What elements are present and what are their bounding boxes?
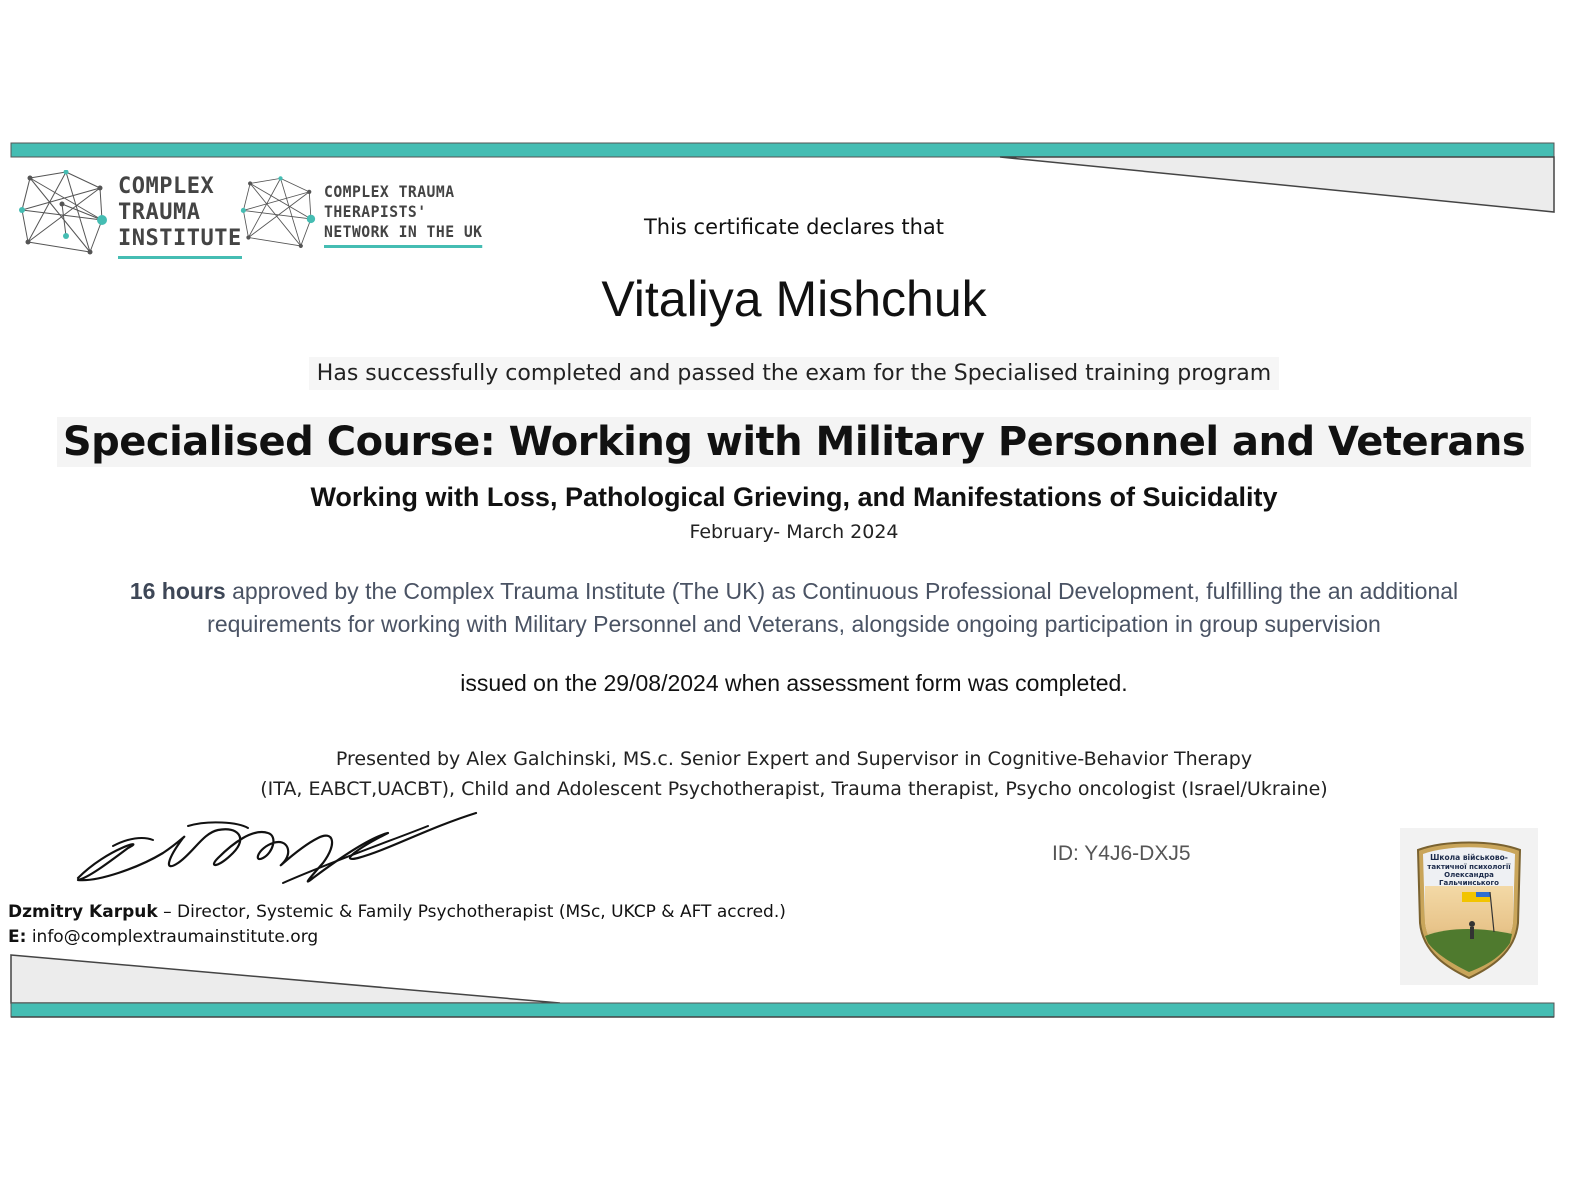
email-address: info@complextraumainstitute.org (26, 927, 319, 947)
presenter-block (0, 744, 1588, 804)
logo-line: TRAUMA (118, 200, 201, 225)
logo-line: COMPLEX (118, 174, 215, 199)
logo-line: NETWORK IN THE UK (324, 222, 483, 241)
course-dates: February- March 2024 (689, 521, 899, 543)
badge-line-1: Школа військово- (1430, 853, 1508, 862)
director-line (8, 900, 786, 925)
email-label: E: (8, 927, 27, 947)
certificate-id: ID: Y4J6-DXJ5 (1052, 842, 1191, 865)
course-subtitle: Working with Loss, Pathological Grieving, and Manifestations of Suicidality (310, 482, 1278, 512)
course-title-block (0, 417, 1588, 467)
badge-line-3: Олександра (1444, 871, 1494, 879)
network-graph-icon (18, 170, 108, 256)
issued-date-text: issued on the 29/08/2024 when assessment form was completed. (460, 670, 1128, 696)
director-signature (68, 808, 488, 893)
hours-line-2: requirements for working with Military Personnel and Veterans, alongside ongoing participation in group supervision (207, 611, 1381, 637)
hours-count: 16 hours (129, 578, 226, 604)
network-graph-icon (240, 170, 316, 256)
cpd-hours-statement (0, 575, 1588, 641)
badge-line-4: Гальчинського (1439, 879, 1499, 887)
hours-line-1-text: approved by the Complex Trauma Institute (The UK) as Continuous Professional Development, fulfilling the an additional (225, 578, 1459, 604)
recipient-name: Vitaliya Mishchuk (601, 271, 987, 327)
completed-statement (0, 357, 1588, 390)
logo-line: COMPLEX TRAUMA (324, 182, 455, 201)
course-title: Specialised Course: Working with Military Personnel and Veterans (57, 417, 1531, 467)
school-badge (1400, 828, 1538, 985)
logo-line: THERAPISTS' (324, 202, 427, 221)
director-info (8, 900, 786, 950)
badge-line-2: тактичної психології (1427, 863, 1511, 871)
completed-text: Has successfully completed and passed the exam for the Specialised training program (309, 357, 1279, 390)
logo-line: INSTITUTE (118, 226, 242, 251)
shield-emblem-icon (1400, 828, 1538, 985)
presenter-line-1: Presented by Alex Galchinski, MS.c. Senior Expert and Supervisor in Cognitive-Behavior Therapy (335, 748, 1253, 770)
director-name: Dzmitry Karpuk (8, 902, 158, 922)
director-role: – Director, Systemic & Family Psychotherapist (MSc, UKCP & AFT accred.) (157, 902, 786, 922)
therapists-network-logo (240, 170, 496, 256)
presenter-line-2: (ITA, EABCT,UACBT), Child and Adolescent Psychotherapist, Trauma therapist, Psycho oncologist (Israel/Ukraine) (260, 778, 1328, 800)
email-line (8, 925, 786, 950)
declares-text: This certificate declares that (643, 215, 945, 239)
hours-line-1 (0, 575, 1588, 608)
